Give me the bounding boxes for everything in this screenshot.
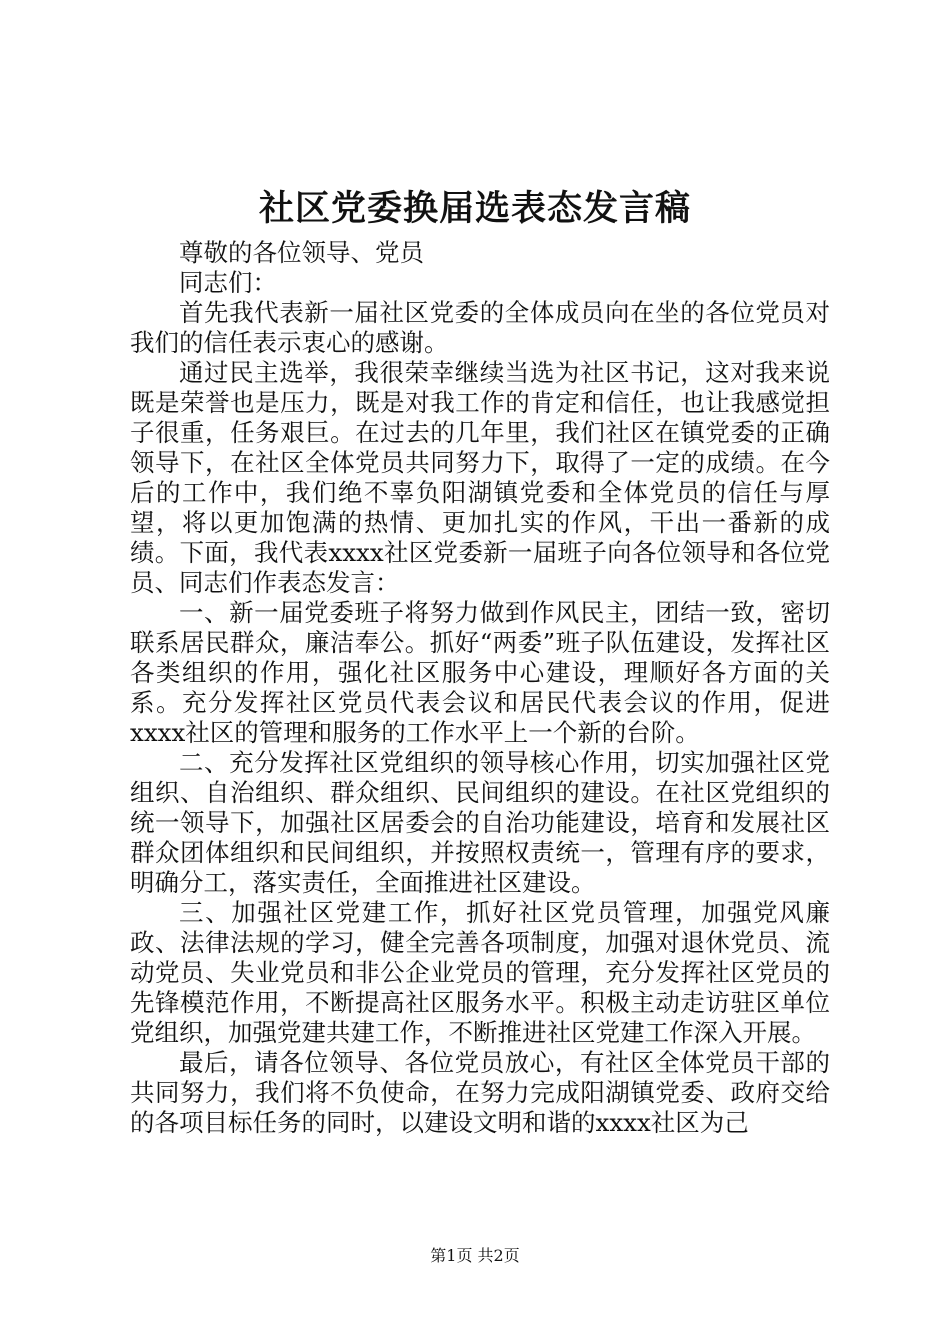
paragraph: 最后，请各位领导、各位党员放心，有社区全体党员干部的共同努力，我们将不负使命，在努力完成阳湖镇党委、政府交给的各项目标任务的同时，以建设文明和谐的xxxx社区为己 <box>130 1048 830 1137</box>
paragraph: 首先我代表新一届社区党委的全体成员向在坐的各位党员对我们的信任表示衷心的感谢。 <box>130 298 830 357</box>
document-title: 社区党委换届选表态发言稿 <box>258 188 691 229</box>
page-number-footer: 第1页 共2页 <box>430 1246 520 1265</box>
paragraph: 二、充分发挥社区党组织的领导核心作用，切实加强社区党组织、自治组织、群众组织、民间组织的建设。在社区党组织的统一领导下，加强社区居委会的自治功能建设，培育和发展社区群众团体组织和民间组织，并按照权责统一，管理有序的要求，明确分工，落实责任，全面推进社区建设。 <box>130 748 830 897</box>
paragraph: 一、新一届党委班子将努力做到作风民主，团结一致，密切联系居民群众，廉洁奉公。抓好“两委”班子队伍建设，发挥社区各类组织的作用，强化社区服务中心建设，理顺好各方面的关系。充分发挥社区党员代表会议和居民代表会议的作用，促进xxxx社区的管理和服务的工作水平上一个新的台阶。 <box>130 598 830 747</box>
document-body <box>130 238 830 1138</box>
paragraph: 通过民主选举，我很荣幸继续当选为社区书记，这对我来说既是荣誉也是压力，既是对我工作的肯定和信任，也让我感觉担子很重，任务艰巨。在过去的几年里，我们社区在镇党委的正确领导下，在社区全体党员共同努力下，取得了一定的成绩。在今后的工作中，我们绝不辜负阳湖镇党委和全体党员的信任与厚望，将以更加饱满的热情、更加扎实的作风，干出一番新的成绩。下面，我代表xxxx社区党委新一届班子向各位领导和各位党员、同志们作表态发言： <box>130 358 830 597</box>
salutation-line: 尊敬的各位领导、党员 <box>179 238 424 267</box>
paragraph: 三、加强社区党建工作，抓好社区党员管理，加强党风廉政、法律法规的学习，健全完善各项制度，加强对退休党员、流动党员、失业党员和非公企业党员的管理，充分发挥社区党员的先锋模范作用，不断提高社区服务水平。积极主动走访驻区单位党组织，加强党建共建工作，不断推进社区党建工作深入开展。 <box>130 898 830 1047</box>
salutation-line: 同志们： <box>179 268 277 297</box>
